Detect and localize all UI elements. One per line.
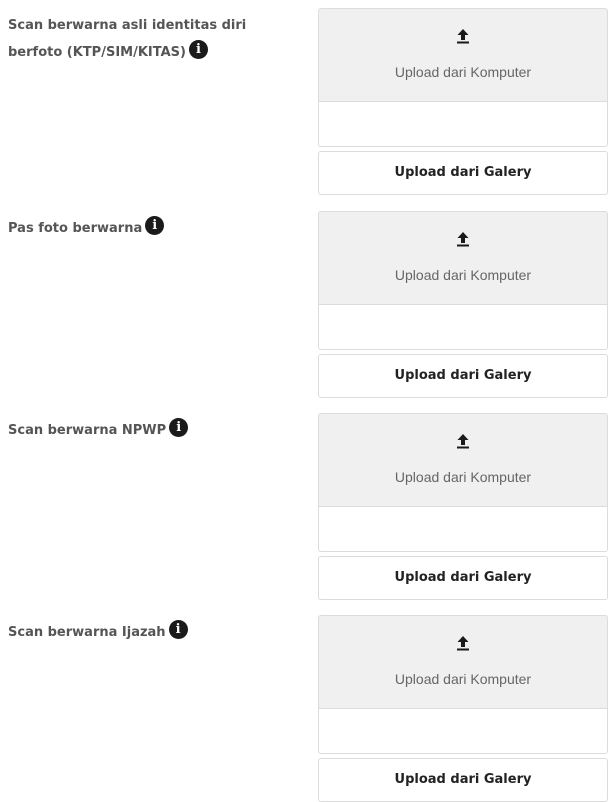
upload-from-computer-label: Upload dari Komputer [394, 64, 532, 80]
upload-from-gallery-button[interactable]: Upload dari Galery [318, 151, 608, 195]
upload-preview-area [318, 305, 608, 350]
upload-preview-area [318, 102, 608, 147]
field-label-text: Scan berwarna asli identitas diri berfoto (KTP/SIM/KITAS) [8, 18, 247, 60]
upload-icon [319, 635, 607, 651]
info-icon[interactable]: i [189, 40, 208, 59]
info-icon[interactable]: i [145, 216, 164, 235]
upload-from-computer-dropzone[interactable] [318, 211, 608, 305]
upload-from-computer-dropzone[interactable] [318, 413, 608, 507]
upload-icon [319, 28, 607, 44]
field-label [8, 417, 298, 444]
upload-from-computer-dropzone[interactable] [318, 8, 608, 102]
field-label-text: Pas foto berwarna [8, 221, 143, 236]
upload-icon [319, 231, 607, 247]
upload-from-computer-label: Upload dari Komputer [394, 267, 532, 283]
field-label-text: Scan berwarna Ijazah [8, 625, 166, 640]
upload-from-computer-label: Upload dari Komputer [394, 469, 532, 485]
info-icon[interactable]: i [169, 418, 188, 437]
upload-from-gallery-button[interactable]: Upload dari Galery [318, 758, 608, 802]
field-label [8, 215, 298, 242]
field-label [8, 619, 298, 646]
upload-from-computer-label: Upload dari Komputer [394, 671, 532, 687]
upload-preview-area [318, 709, 608, 754]
upload-from-computer-dropzone[interactable] [318, 615, 608, 709]
field-label [8, 12, 298, 66]
upload-from-gallery-button[interactable]: Upload dari Galery [318, 556, 608, 600]
upload-icon [319, 433, 607, 449]
upload-from-gallery-button[interactable]: Upload dari Galery [318, 354, 608, 398]
upload-preview-area [318, 507, 608, 552]
field-label-text: Scan berwarna NPWP [8, 423, 167, 438]
info-icon[interactable]: i [169, 620, 188, 639]
